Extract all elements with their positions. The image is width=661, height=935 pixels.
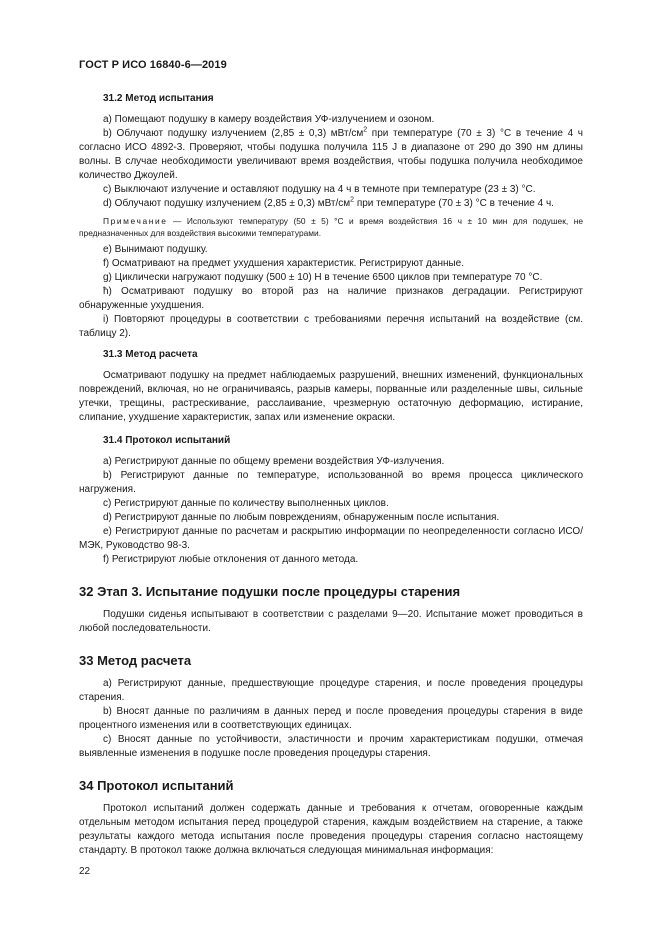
note-text: — Используют температуру (50 ± 5) °C и время воздействия 16 ч ± 10 мин для подушек, не предназначенных для воздействия высокими температурами.: [79, 216, 583, 238]
item-31-2-i: i) Повторяют процедуры в соответствии с требованиями перечня испытаний на воздействие (см. таблицу 2).: [79, 314, 583, 339]
section-31-2-heading: 31.2 Метод испытания: [103, 93, 214, 104]
item-31-2-b-post: при температуре (70 ± 3) °C в течение 4 ч согласно ИСО 4892-3. Проверяют, чтобы подушка получила 115 J в диапазоне от 290 до 390 нм длины волны. В случае необходимости увеличивают время воздействия, чтобы подушка получила необходимое количество Джоулей.: [79, 128, 583, 181]
section-33-heading: 33 Метод расчета: [79, 653, 192, 668]
note-31-2: [79, 215, 583, 239]
paragraph-31-3: Осматривают подушку на предмет наблюдаемых разрушений, внешних изменений, функциональных повреждений, включая, но не ограничиваясь, разрыв камеры, порванные или разделенные швы, сильные утечки, трещины, растрескивание, расслаивание, чрезмерную остаточную деформацию, истирание, слипание, ухудшение характеристик, запах или изменение окраски.: [79, 370, 583, 423]
section-31-3-heading: 31.3 Метод расчета: [103, 349, 198, 360]
item-33-a: a) Регистрируют данные, предшествующие процедуре старения, и после проведения процедуры старения.: [79, 678, 583, 703]
item-31-2-d-sup: 2: [350, 196, 355, 204]
item-31-4-a: a) Регистрируют данные по общему времени воздействия УФ-излучения.: [103, 456, 445, 467]
item-31-2-b: [79, 127, 583, 183]
item-31-4-c: c) Регистрируют данные по количеству выполненных циклов.: [103, 498, 389, 509]
item-31-2-b-pre: b) Облучают подушку излучением (2,85 ± 0,3) мВт/см: [103, 128, 364, 139]
item-31-2-g: g) Циклически нагружают подушку (500 ± 10) Н в течение 6500 циклов при температуре 70 °C.: [103, 272, 543, 283]
item-31-4-f: f) Регистрируют любые отклонения от данного метода.: [103, 554, 359, 565]
section-34-heading: 34 Протокол испытаний: [79, 778, 234, 793]
item-31-2-d: [79, 197, 583, 211]
item-31-2-e: e) Вынимают подушку.: [103, 244, 208, 255]
item-31-2-d-pre: d) Облучают подушку излучением (2,85 ± 0,3) мВт/см: [103, 198, 351, 209]
item-33-b: b) Вносят данные по различиям в данных перед и после проведения процедуры старения в виде процентного изменения или в соответствующих единицах.: [79, 706, 583, 731]
item-31-2-a: a) Помещают подушку в камеру воздействия УФ-излучением и озоном.: [103, 114, 435, 125]
page-number: 22: [79, 866, 91, 877]
item-31-2-f: f) Осматривают на предмет ухудшения характеристик. Регистрируют данные.: [103, 258, 465, 269]
item-31-4-b: b) Регистрируют данные по температуре, использованной во время процесса циклического нагружения.: [79, 470, 583, 495]
paragraph-34: Протокол испытаний должен содержать данные и требования к отчетам, оговоренные каждым отдельным методом испытания перед процедурой старения, каждым воздействием на старение, а также результаты каждого метода испытания после проведения процедуры старения согласно настоящему стандарту. В протокол также должна включаться следующая минимальная информация:: [79, 803, 583, 856]
section-32-heading: 32 Этап 3. Испытание подушки после процедуры старения: [79, 584, 461, 599]
document-header: ГОСТ Р ИСО 16840-6—2019: [79, 59, 227, 71]
paragraph-32: Подушки сиденья испытывают в соответствии с разделами 9—20. Испытание может проводиться в любой последовательности.: [79, 609, 583, 634]
section-31-4-heading: 31.4 Протокол испытаний: [103, 435, 231, 446]
note-label: Примечание: [103, 216, 168, 226]
item-33-c: c) Вносят данные по устойчивости, эластичности и прочим характеристикам подушки, отмечая выявленные изменения в подушке после проведения процедуры старения.: [79, 734, 583, 759]
document-body: [79, 92, 583, 858]
item-31-4-e: e) Регистрируют данные по расчетам и раскрытию информации по неопределенности согласно ИСО/МЭК, Руководство 98-3.: [79, 526, 583, 551]
item-31-2-h: ħ) Осматривают подушку во второй раз на наличие признаков деградации. Регистрируют обнаруженные ухудшения.: [79, 286, 583, 311]
item-31-2-c: c) Выключают излучение и оставляют подушку на 4 ч в темноте при температуре (23 ± 3) °C.: [103, 184, 536, 195]
item-31-4-d: d) Регистрируют данные по любым повреждениям, обнаруженным после испытания.: [103, 512, 500, 523]
item-31-2-b-sup: 2: [363, 126, 368, 134]
item-31-2-d-post: при температуре (70 ± 3) °C в течение 4 ч.: [354, 198, 554, 209]
